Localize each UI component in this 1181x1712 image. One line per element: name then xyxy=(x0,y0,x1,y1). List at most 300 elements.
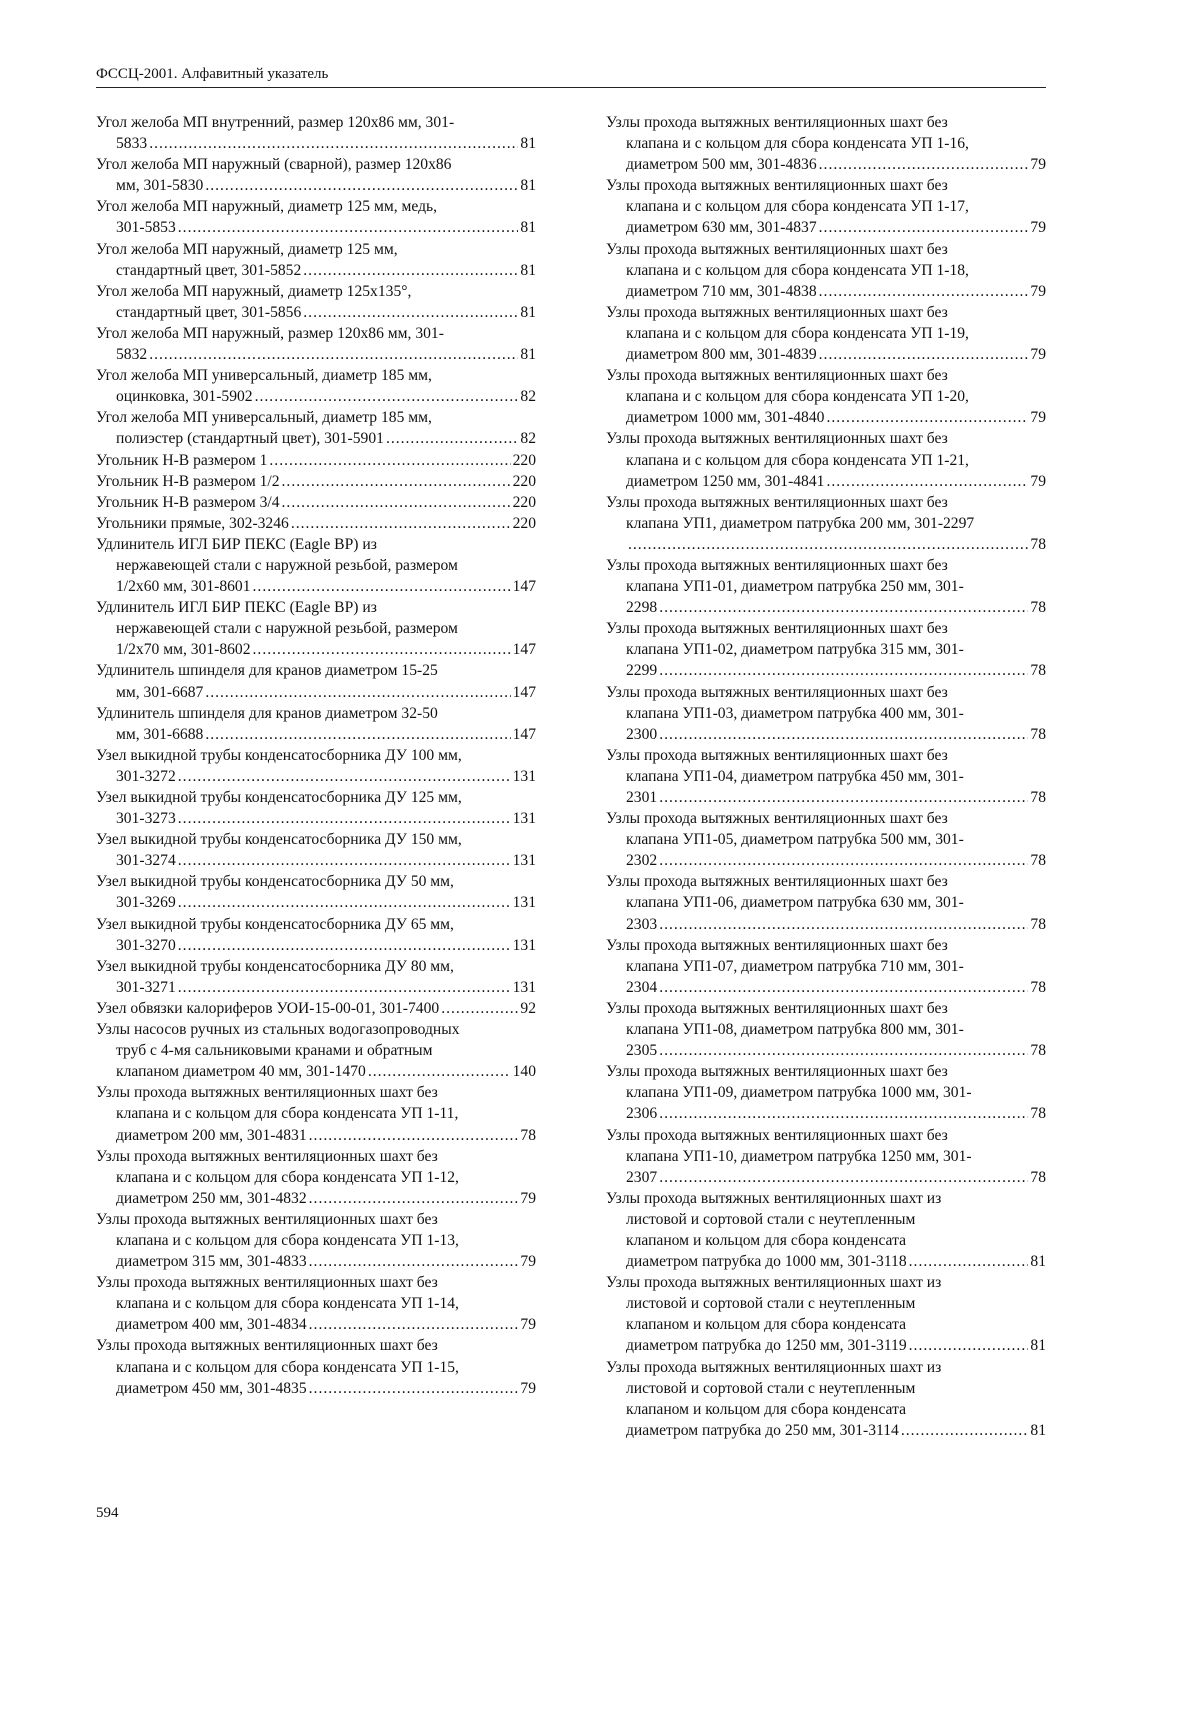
entry-text: Узлы прохода вытяжных вентиляционных шахт без xyxy=(606,746,948,764)
dot-leader xyxy=(269,450,510,471)
entry-line xyxy=(606,534,1046,555)
index-entry xyxy=(96,407,536,449)
index-entry xyxy=(606,1188,1046,1272)
dot-leader xyxy=(901,1420,1029,1441)
dot-leader xyxy=(659,1040,1028,1061)
index-entry xyxy=(96,154,536,196)
index-entry xyxy=(96,745,536,787)
dot-leader xyxy=(309,1314,519,1335)
entry-line xyxy=(606,998,1046,1019)
entry-text: диаметром 710 мм, 301-4838 xyxy=(626,282,817,300)
entry-page-ref: 79 xyxy=(1030,409,1046,427)
entry-line xyxy=(96,407,536,428)
entry-text: труб с 4-мя сальниковыми кранами и обратным xyxy=(116,1042,433,1060)
entry-text: Узлы прохода вытяжных вентиляционных шахт без xyxy=(606,810,948,828)
dot-leader xyxy=(659,977,1028,998)
entry-text: Удлинитель ИГЛ БИР ПЕКС (Eagle BP) из xyxy=(96,535,377,553)
dot-leader xyxy=(178,977,511,998)
entry-page-ref: 81 xyxy=(520,346,536,364)
entry-line xyxy=(606,1357,1046,1378)
index-entry xyxy=(96,1335,536,1398)
entry-line xyxy=(606,914,1046,935)
entry-line xyxy=(96,1357,536,1378)
entry-page-ref: 147 xyxy=(512,578,536,596)
entry-text: клапана и с кольцом для сбора конденсата УП 1-15, xyxy=(116,1358,459,1376)
index-entry xyxy=(606,1272,1046,1356)
dot-leader xyxy=(291,513,511,534)
entry-page-ref: 92 xyxy=(520,999,536,1017)
entry-text: диаметром 315 мм, 301-4833 xyxy=(116,1253,307,1271)
dot-leader xyxy=(659,787,1028,808)
entry-page-ref: 79 xyxy=(520,1189,536,1207)
entry-page-ref: 79 xyxy=(520,1253,536,1271)
entry-text: Узлы прохода вытяжных вентиляционных шахт без xyxy=(606,240,948,258)
index-entry xyxy=(96,956,536,998)
index-entry xyxy=(606,492,1046,555)
entry-text: Узел выкидной трубы конденсатосборника ДУ 80 мм, xyxy=(96,957,454,975)
entry-text: 1/2х60 мм, 301-8601 xyxy=(116,578,251,596)
entry-text: диаметром 630 мм, 301-4837 xyxy=(626,219,817,237)
entry-line xyxy=(606,260,1046,281)
entry-line xyxy=(606,1399,1046,1420)
entry-line xyxy=(606,1061,1046,1082)
index-entry xyxy=(606,745,1046,808)
index-entry xyxy=(96,281,536,323)
entry-text: 2307 xyxy=(626,1168,658,1186)
entry-text: диаметром патрубка до 1250 мм, 301-3119 xyxy=(626,1337,907,1355)
entry-line xyxy=(606,935,1046,956)
entry-text: листовой и сортовой стали с неутепленным xyxy=(626,1379,916,1397)
entry-text: клапана и с кольцом для сбора конденсата УП 1-11, xyxy=(116,1105,459,1123)
entry-page-ref: 131 xyxy=(512,852,536,870)
entry-line xyxy=(96,217,536,238)
entry-text: 1/2х70 мм, 301-8602 xyxy=(116,641,251,659)
entry-text: диаметром 800 мм, 301-4839 xyxy=(626,346,817,364)
entry-text: стандартный цвет, 301-5856 xyxy=(116,303,302,321)
entry-line xyxy=(606,808,1046,829)
entry-line xyxy=(96,703,536,724)
index-entry xyxy=(606,808,1046,871)
entry-line xyxy=(606,1125,1046,1146)
entry-line xyxy=(96,639,536,660)
entry-page-ref: 81 xyxy=(520,135,536,153)
entry-text: диаметром 250 мм, 301-4832 xyxy=(116,1189,307,1207)
entry-line xyxy=(606,597,1046,618)
dot-leader xyxy=(178,766,511,787)
entry-text: Узлы прохода вытяжных вентиляционных шахт из xyxy=(606,1358,942,1376)
entry-text: клапана УП1-04, диаметром патрубка 450 мм, 301- xyxy=(626,767,964,785)
entry-text: Угольники прямые, 302-3246 xyxy=(96,514,289,532)
dot-leader xyxy=(178,892,511,913)
entry-line xyxy=(96,471,536,492)
entry-line xyxy=(606,154,1046,175)
entry-line xyxy=(606,450,1046,471)
entry-line xyxy=(606,555,1046,576)
entry-text: Угол желоба МП наружный, диаметр 125х135°, xyxy=(96,282,412,300)
entry-line xyxy=(606,576,1046,597)
entry-page-ref: 147 xyxy=(512,725,536,743)
entry-text: клапана УП1-07, диаметром патрубка 710 мм, 301- xyxy=(626,957,964,975)
dot-leader xyxy=(819,154,1029,175)
entry-line xyxy=(96,492,536,513)
dot-leader xyxy=(303,302,518,323)
index-entry xyxy=(606,1061,1046,1124)
entry-text: Узлы прохода вытяжных вентиляционных шахт без xyxy=(606,936,948,954)
entry-page-ref: 220 xyxy=(512,451,536,469)
entry-page-ref: 220 xyxy=(512,514,536,532)
entry-line xyxy=(96,682,536,703)
entry-text: клапана УП1-03, диаметром патрубка 400 мм, 301- xyxy=(626,704,964,722)
entry-line xyxy=(96,850,536,871)
entry-page-ref: 81 xyxy=(520,303,536,321)
entry-line xyxy=(606,428,1046,449)
entry-line xyxy=(96,892,536,913)
entry-line xyxy=(96,1251,536,1272)
entry-text: Узлы прохода вытяжных вентиляционных шахт без xyxy=(96,1084,438,1102)
running-header xyxy=(96,64,1046,88)
index-entry xyxy=(96,1082,536,1145)
entry-text: Узлы прохода вытяжных вентиляционных шахт без xyxy=(606,303,948,321)
entry-text: 2299 xyxy=(626,662,658,680)
dot-leader xyxy=(628,534,1028,555)
entry-page-ref: 78 xyxy=(1030,725,1046,743)
dot-leader xyxy=(282,471,511,492)
index-entry xyxy=(96,492,536,513)
entry-line xyxy=(96,1146,536,1167)
index-entry xyxy=(606,871,1046,934)
entry-line xyxy=(606,787,1046,808)
entry-line xyxy=(96,1293,536,1314)
dot-leader xyxy=(178,808,511,829)
entry-text: Узлы прохода вытяжных вентиляционных шахт без xyxy=(606,999,948,1017)
entry-line xyxy=(606,196,1046,217)
entry-line xyxy=(96,1230,536,1251)
entry-text: клапана и с кольцом для сбора конденсата УП 1-12, xyxy=(116,1168,459,1186)
entry-line xyxy=(606,386,1046,407)
entry-text: 301-3271 xyxy=(116,978,176,996)
entry-line xyxy=(96,1103,536,1124)
entry-line xyxy=(96,956,536,977)
entry-page-ref: 81 xyxy=(1030,1421,1046,1439)
entry-text: Угол желоба МП наружный, размер 120х86 мм, 301- xyxy=(96,324,444,342)
entry-page-ref: 131 xyxy=(512,936,536,954)
index-entry xyxy=(96,471,536,492)
index-entry xyxy=(606,1125,1046,1188)
entry-text: клапаном и кольцом для сбора конденсата xyxy=(626,1400,907,1418)
entry-page-ref: 79 xyxy=(1030,156,1046,174)
entry-text: диаметром 400 мм, 301-4834 xyxy=(116,1316,307,1334)
entry-text: Узел выкидной трубы конденсатосборника ДУ 65 мм, xyxy=(96,915,454,933)
entry-text: клапана УП1-05, диаметром патрубка 500 мм, 301- xyxy=(626,831,964,849)
entry-line xyxy=(96,555,536,576)
entry-line xyxy=(606,175,1046,196)
entry-text: Узлы прохода вытяжных вентиляционных шахт без xyxy=(606,1063,948,1081)
index-entry xyxy=(96,196,536,238)
entry-line xyxy=(96,787,536,808)
entry-text: оцинковка, 301-5902 xyxy=(116,388,253,406)
entry-page-ref: 78 xyxy=(1030,852,1046,870)
entry-text: диаметром 200 мм, 301-4831 xyxy=(116,1126,307,1144)
entry-text: 2302 xyxy=(626,852,658,870)
entry-line xyxy=(606,956,1046,977)
entry-text: 301-3272 xyxy=(116,767,176,785)
dot-leader xyxy=(282,492,511,513)
entry-line xyxy=(606,1314,1046,1335)
index-entry xyxy=(96,1146,536,1209)
header-title: ФССЦ-2001. Алфавитный указатель xyxy=(96,66,329,82)
entry-text: клапана УП1-06, диаметром патрубка 630 мм, 301- xyxy=(626,894,964,912)
entry-line xyxy=(606,513,1046,534)
entry-text: клапана УП1-01, диаметром патрубка 250 мм, 301- xyxy=(626,578,964,596)
dot-leader xyxy=(309,1251,519,1272)
entry-line xyxy=(606,1167,1046,1188)
entry-text: Узлы прохода вытяжных вентиляционных шахт без xyxy=(606,493,948,511)
entry-text: мм, 301-5830 xyxy=(116,177,204,195)
entry-text: Узлы прохода вытяжных вентиляционных шахт без xyxy=(606,556,948,574)
entry-line xyxy=(96,829,536,850)
entry-line xyxy=(606,639,1046,660)
dot-leader xyxy=(368,1061,511,1082)
entry-line xyxy=(96,281,536,302)
entry-line xyxy=(606,850,1046,871)
entry-line xyxy=(606,766,1046,787)
entry-text: 2304 xyxy=(626,978,658,996)
index-entry xyxy=(96,703,536,745)
entry-line xyxy=(606,1146,1046,1167)
entry-text: Узлы прохода вытяжных вентиляционных шахт без xyxy=(606,683,948,701)
index-entry xyxy=(606,935,1046,998)
index-entry xyxy=(96,112,536,154)
entry-page-ref: 82 xyxy=(520,430,536,448)
dot-leader xyxy=(659,1103,1028,1124)
entry-line xyxy=(96,428,536,449)
index-entry xyxy=(96,1209,536,1272)
entry-text: Узлы прохода вытяжных вентиляционных шахт из xyxy=(606,1274,942,1292)
entry-line xyxy=(606,471,1046,492)
entry-line xyxy=(606,281,1046,302)
entry-line xyxy=(606,1272,1046,1293)
entry-text: клапана УП1, диаметром патрубка 200 мм, 301-2297 xyxy=(626,514,975,532)
dot-leader xyxy=(819,344,1029,365)
index-entry xyxy=(96,239,536,281)
entry-line xyxy=(96,260,536,281)
index-column-right xyxy=(606,112,1046,1441)
entry-line xyxy=(606,1230,1046,1251)
entry-line xyxy=(96,998,536,1019)
dot-leader xyxy=(659,850,1028,871)
entry-text: 301-3273 xyxy=(116,810,176,828)
entry-line xyxy=(606,1209,1046,1230)
entry-line xyxy=(96,112,536,133)
dot-leader xyxy=(149,133,518,154)
entry-text: клапана УП1-10, диаметром патрубка 1250 мм, 301- xyxy=(626,1147,972,1165)
entry-line xyxy=(606,1293,1046,1314)
entry-line xyxy=(96,534,536,555)
entry-page-ref: 147 xyxy=(512,683,536,701)
entry-text: полиэстер (стандартный цвет), 301-5901 xyxy=(116,430,384,448)
entry-text: Удлинитель шпинделя для кранов диаметром 15-25 xyxy=(96,662,438,680)
entry-line xyxy=(606,1082,1046,1103)
dot-leader xyxy=(309,1188,519,1209)
entry-line xyxy=(606,217,1046,238)
entry-text: Узлы прохода вытяжных вентиляционных шахт без xyxy=(606,367,948,385)
entry-text: клапана и с кольцом для сбора конденсата УП 1-14, xyxy=(116,1295,459,1313)
entry-line xyxy=(96,871,536,892)
dot-leader xyxy=(659,1167,1028,1188)
entry-line xyxy=(606,302,1046,323)
entry-line xyxy=(96,513,536,534)
entry-line xyxy=(606,492,1046,513)
entry-line xyxy=(606,1335,1046,1356)
entry-line xyxy=(96,660,536,681)
entry-line xyxy=(96,133,536,154)
entry-text: 2306 xyxy=(626,1105,658,1123)
entry-page-ref: 79 xyxy=(1030,346,1046,364)
entry-line xyxy=(96,323,536,344)
entry-text: листовой и сортовой стали с неутепленным xyxy=(626,1295,916,1313)
entry-line xyxy=(96,196,536,217)
entry-text: нержавеющей стали с наружной резьбой, размером xyxy=(116,556,458,574)
index-entry xyxy=(96,1019,536,1082)
entry-line xyxy=(606,1103,1046,1124)
entry-text: клапана и с кольцом для сбора конденсата УП 1-19, xyxy=(626,324,969,342)
entry-text: клапана УП1-02, диаметром патрубка 315 мм, 301- xyxy=(626,641,964,659)
dot-leader xyxy=(826,407,1028,428)
entry-page-ref: 131 xyxy=(512,978,536,996)
index-entry xyxy=(606,998,1046,1061)
entry-line xyxy=(606,112,1046,133)
dot-leader xyxy=(205,724,510,745)
entry-page-ref: 131 xyxy=(512,894,536,912)
entry-page-ref: 81 xyxy=(520,177,536,195)
entry-line xyxy=(96,1040,536,1061)
entry-text: клапаном и кольцом для сбора конденсата xyxy=(626,1316,907,1334)
dot-leader xyxy=(909,1251,1029,1272)
entry-line xyxy=(96,239,536,260)
dot-leader xyxy=(441,998,518,1019)
entry-line xyxy=(96,1167,536,1188)
dot-leader xyxy=(149,344,518,365)
index-entry xyxy=(96,450,536,471)
index-entry xyxy=(606,618,1046,681)
entry-line xyxy=(606,323,1046,344)
entry-page-ref: 78 xyxy=(1030,789,1046,806)
dot-leader xyxy=(659,724,1028,745)
entry-text: диаметром 1250 мм, 301-4841 xyxy=(626,472,825,490)
dot-leader xyxy=(826,471,1028,492)
entry-line xyxy=(606,871,1046,892)
dot-leader xyxy=(659,914,1028,935)
entry-text: Узлы насосов ручных из стальных водогазопроводных xyxy=(96,1021,460,1039)
entry-text: клапана и с кольцом для сбора конденсата УП 1-13, xyxy=(116,1231,459,1249)
dot-leader xyxy=(255,386,519,407)
entry-page-ref: 81 xyxy=(520,219,536,237)
entry-line xyxy=(96,450,536,471)
entry-page-ref: 78 xyxy=(1030,1168,1046,1186)
entry-text: листовой и сортовой стали с неутепленным xyxy=(626,1210,916,1228)
index-entry xyxy=(606,239,1046,302)
dot-leader xyxy=(205,682,510,703)
entry-text: Угольник Н-В размером 1 xyxy=(96,451,268,469)
entry-line xyxy=(606,344,1046,365)
entry-text: Угол желоба МП внутренний, размер 120х86 мм, 301- xyxy=(96,114,455,131)
entry-line xyxy=(96,914,536,935)
entry-line xyxy=(606,1378,1046,1399)
entry-text: Узлы прохода вытяжных вентиляционных шахт без xyxy=(606,430,948,448)
entry-text: стандартный цвет, 301-5852 xyxy=(116,261,302,279)
index-entry xyxy=(606,555,1046,618)
entry-page-ref: 147 xyxy=(512,641,536,659)
entry-line xyxy=(606,1040,1046,1061)
entry-line xyxy=(606,829,1046,850)
entry-line xyxy=(96,1019,536,1040)
entry-text: Узлы прохода вытяжных вентиляционных шахт без xyxy=(606,620,948,638)
dot-leader xyxy=(178,217,519,238)
entry-page-ref: 131 xyxy=(512,810,536,828)
entry-text: клапаном диаметром 40 мм, 301-1470 xyxy=(116,1063,366,1081)
entry-line xyxy=(96,365,536,386)
dot-leader xyxy=(309,1125,519,1146)
entry-text: клапана и с кольцом для сбора конденсата УП 1-21, xyxy=(626,451,969,469)
index-entry xyxy=(96,323,536,365)
entry-line xyxy=(606,618,1046,639)
entry-page-ref: 78 xyxy=(1030,599,1046,617)
entry-text: Угольник Н-В размером 3/4 xyxy=(96,493,280,511)
entry-text: нержавеющей стали с наружной резьбой, размером xyxy=(116,620,458,638)
entry-text: 301-3269 xyxy=(116,894,176,912)
entry-text: Угол желоба МП наружный, диаметр 125 мм, медь, xyxy=(96,198,438,216)
entry-line xyxy=(606,977,1046,998)
entry-line xyxy=(96,344,536,365)
entry-line xyxy=(96,302,536,323)
entry-line xyxy=(96,766,536,787)
entry-page-ref: 81 xyxy=(1030,1253,1046,1271)
entry-line xyxy=(606,1420,1046,1441)
entry-text: Узлы прохода вытяжных вентиляционных шахт без xyxy=(96,1210,438,1228)
entry-line xyxy=(96,1061,536,1082)
entry-line xyxy=(96,386,536,407)
entry-line xyxy=(96,1188,536,1209)
entry-line xyxy=(606,682,1046,703)
entry-text: 301-5853 xyxy=(116,219,176,237)
entry-line xyxy=(606,133,1046,154)
entry-page-ref: 78 xyxy=(1030,915,1046,933)
index-entry xyxy=(606,175,1046,238)
dot-leader xyxy=(819,217,1029,238)
dot-leader xyxy=(659,597,1028,618)
entry-text: клапана УП1-09, диаметром патрубка 1000 мм, 301- xyxy=(626,1084,972,1102)
entry-page-ref: 78 xyxy=(520,1126,536,1144)
entry-text: клапана и с кольцом для сбора конденсата УП 1-18, xyxy=(626,261,969,279)
entry-page-ref: 78 xyxy=(1030,1042,1046,1060)
index-entry xyxy=(96,660,536,702)
entry-line xyxy=(606,892,1046,913)
entry-page-ref: 79 xyxy=(520,1379,536,1397)
dot-leader xyxy=(909,1335,1029,1356)
dot-leader xyxy=(178,935,511,956)
entry-text: 2303 xyxy=(626,915,658,933)
entry-text: Угол желоба МП наружный, диаметр 125 мм, xyxy=(96,240,398,258)
index-entry xyxy=(606,1357,1046,1441)
entry-text: клапаном и кольцом для сбора конденсата xyxy=(626,1231,907,1249)
index-entry xyxy=(96,787,536,829)
entry-page-ref: 131 xyxy=(512,767,536,785)
entry-line xyxy=(96,618,536,639)
index-entry xyxy=(606,302,1046,365)
entry-text: 2300 xyxy=(626,725,658,743)
entry-line xyxy=(96,175,536,196)
entry-line xyxy=(96,808,536,829)
